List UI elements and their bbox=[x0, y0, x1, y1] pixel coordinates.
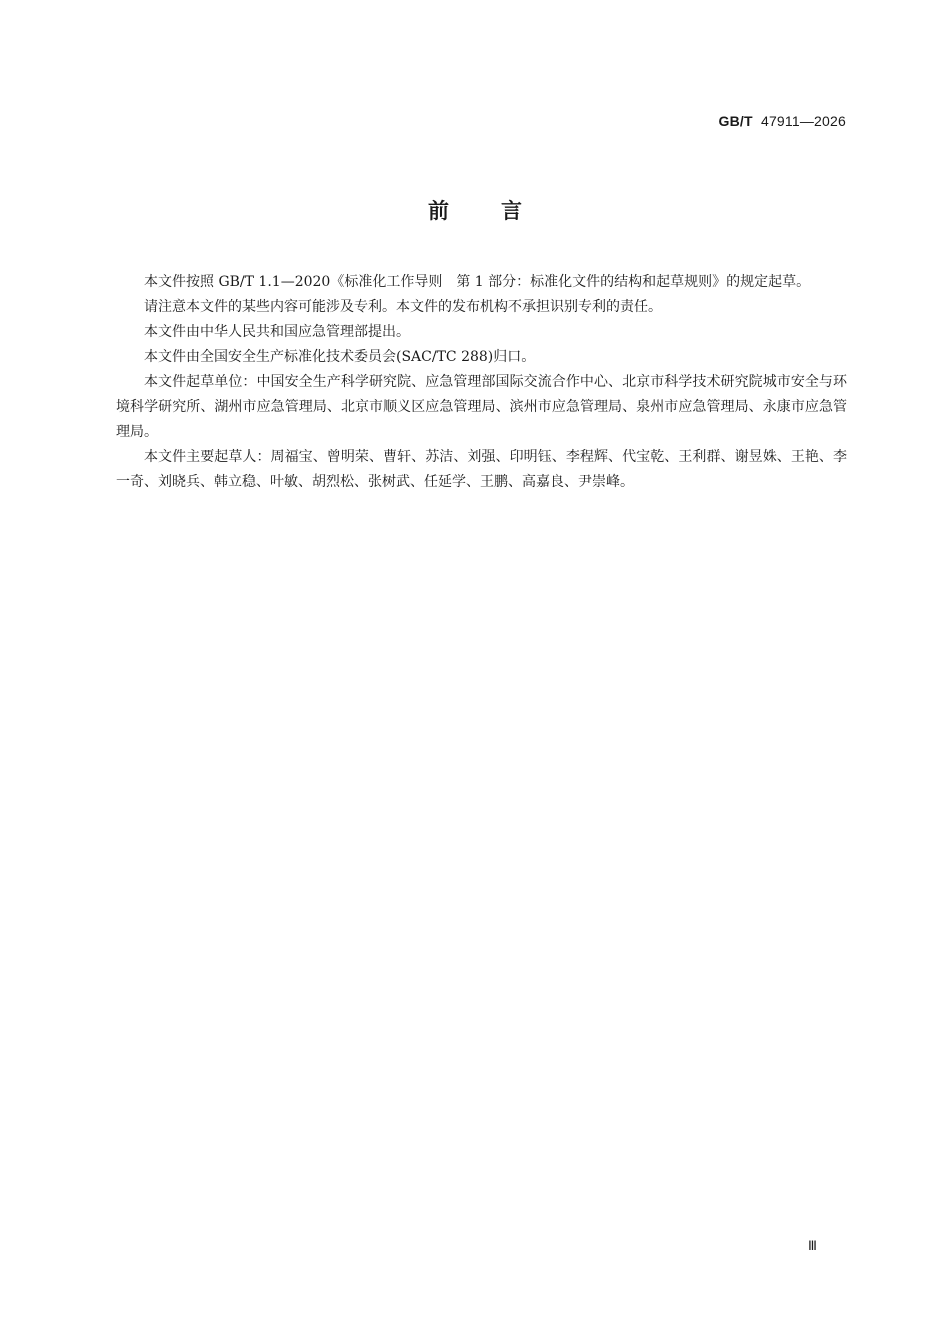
standard-code bbox=[719, 113, 846, 129]
standard-number: 47911—2026 bbox=[760, 113, 846, 129]
paragraph-main-drafters: 本文件主要起草人：周福宝、曾明荣、曹轩、苏洁、刘强、印明钰、李程辉、代宝乾、王利群、谢昱姝、王艳、李一奇、刘晓兵、韩立稳、叶敏、胡烈松、张树武、任延学、王鹏、高嘉良、尹崇峰。 bbox=[116, 449, 847, 490]
paragraph-proposer: 本文件由中华人民共和国应急管理部提出。 bbox=[144, 324, 410, 340]
standard-prefix: GB/T bbox=[718, 113, 753, 129]
paragraph-patent-notice: 请注意本文件的某些内容可能涉及专利。本文件的发布机构不承担识别专利的责任。 bbox=[144, 299, 662, 315]
paragraph-technical-committee: 本文件由全国安全生产标准化技术委员会(SAC/TC 288)归口。 bbox=[144, 349, 536, 365]
page-number: Ⅲ bbox=[808, 1238, 816, 1253]
foreword-body bbox=[116, 270, 847, 495]
paragraph-drafting-units: 本文件起草单位：中国安全生产科学研究院、应急管理部国际交流合作中心、北京市科学技术研究院城市安全与环境科学研究所、湖州市应急管理局、北京市顺义区应急管理局、滨州市应急管理局、泉州市应急管理局、永康市应急管理局。 bbox=[116, 374, 847, 440]
page-title: 前言 bbox=[428, 199, 574, 223]
paragraph-drafting-rules: 本文件按照 GB/T 1.1—2020《标准化工作导则 第 1 部分：标准化文件的结构和起草规则》的规定起草。 bbox=[144, 274, 811, 290]
